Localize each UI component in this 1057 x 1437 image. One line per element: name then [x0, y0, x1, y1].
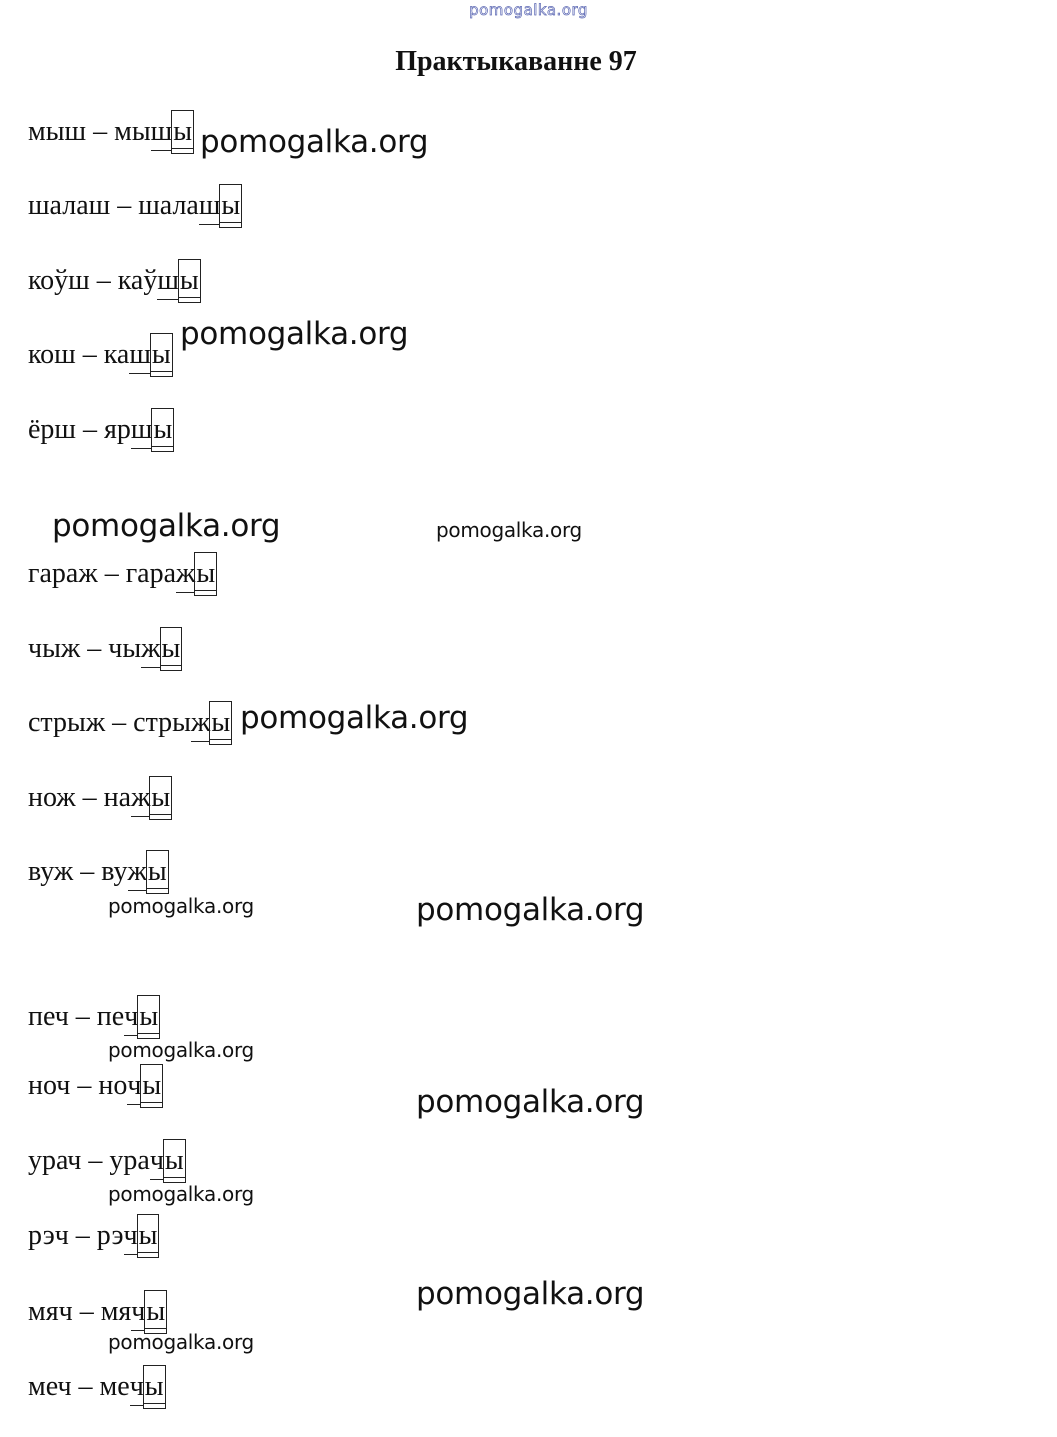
plural-base: стры: [133, 707, 191, 738]
ending-box: ы: [139, 1220, 158, 1252]
ending-box: ы: [173, 116, 192, 148]
plural-word: [126, 558, 216, 589]
word-pair-row: [28, 1070, 161, 1110]
ending-box: ы: [153, 414, 172, 446]
word-pair-row: [28, 414, 172, 454]
plural-base: ву: [101, 856, 128, 887]
dash: –: [80, 856, 102, 887]
ending-box: ы: [142, 1070, 161, 1102]
singular-word: мяч: [28, 1296, 73, 1327]
plural-word: [104, 414, 172, 445]
stem-underline: ч: [124, 1001, 138, 1033]
plural-word: [108, 633, 180, 664]
stem-underline: ч: [124, 1220, 138, 1252]
dash: –: [104, 558, 126, 589]
singular-word: печ: [28, 1001, 69, 1032]
plural-base: рэ: [96, 1220, 124, 1251]
word-pair-row: [28, 1220, 157, 1260]
ending-box: ы: [165, 1145, 184, 1177]
singular-word: ёрш: [28, 414, 76, 445]
dash: –: [83, 414, 104, 445]
dash: –: [75, 1220, 97, 1251]
ending-box: ы: [196, 558, 215, 590]
singular-word: меч: [28, 1371, 72, 1402]
watermark: pomogalka.org: [416, 1276, 645, 1312]
plural-word: [114, 116, 192, 147]
stem-underline: ш: [129, 339, 151, 371]
dash: –: [79, 1296, 101, 1327]
stem-underline: ш: [157, 265, 179, 297]
dash: –: [112, 707, 134, 738]
watermark: pomogalka.org: [436, 518, 582, 542]
plural-word: [138, 190, 240, 221]
dash: –: [87, 633, 109, 664]
plural-word: [101, 1296, 166, 1327]
watermark: pomogalka.org: [108, 1330, 254, 1354]
plural-word: [104, 782, 171, 813]
word-pair-row: [28, 265, 199, 305]
singular-word: нож: [28, 782, 76, 813]
singular-word: коўш: [28, 265, 90, 296]
ending-box: ы: [221, 190, 240, 222]
ending-box: ы: [145, 1371, 164, 1403]
watermark: pomogalka.org: [200, 124, 429, 160]
word-pair-row: [28, 1145, 184, 1185]
stem-underline: ч: [127, 1070, 141, 1102]
singular-word: ноч: [28, 1070, 71, 1101]
word-pair-row: [28, 339, 171, 379]
ending-box: ы: [180, 265, 199, 297]
dash: –: [82, 782, 104, 813]
singular-word: гараж: [28, 558, 98, 589]
plural-word: [133, 707, 230, 738]
dash: –: [75, 1001, 97, 1032]
plural-base: шала: [138, 190, 199, 221]
dash: –: [77, 1070, 99, 1101]
plural-base: ура: [109, 1145, 150, 1176]
word-pair-row: [28, 633, 180, 673]
watermark: pomogalka.org: [416, 892, 645, 928]
singular-word: стрыж: [28, 707, 106, 738]
word-pair-row: [28, 116, 192, 156]
plural-base: мы: [114, 116, 151, 147]
word-pair-row: [28, 856, 167, 896]
plural-word: [97, 1001, 158, 1032]
singular-word: мыш: [28, 116, 87, 147]
stem-underline: ш: [199, 190, 221, 222]
dash: –: [93, 116, 115, 147]
plural-word: [109, 1145, 183, 1176]
stem-underline: ш: [131, 414, 153, 446]
word-pair-row: [28, 190, 240, 230]
watermark: pomogalka.org: [108, 1038, 254, 1062]
stem-underline: ч: [131, 1296, 145, 1328]
dash: –: [82, 339, 104, 370]
dash: –: [117, 190, 139, 221]
word-pair-row: [28, 558, 215, 598]
stem-underline: ж: [191, 707, 210, 739]
word-pair-row: [28, 707, 230, 747]
ending-box: ы: [146, 1296, 165, 1328]
word-pair-row: [28, 1001, 158, 1041]
watermark: pomogalka.org: [180, 316, 409, 352]
watermark: pomogalka.org: [240, 700, 469, 736]
plural-base: но: [98, 1070, 128, 1101]
plural-base: на: [103, 782, 132, 813]
dash: –: [78, 1371, 100, 1402]
plural-base: гара: [125, 558, 177, 589]
singular-word: вуж: [28, 856, 74, 887]
plural-base: каў: [117, 265, 158, 296]
plural-word: [101, 856, 166, 887]
plural-base: ка: [103, 339, 130, 370]
plural-word: [104, 339, 171, 370]
ending-box: ы: [152, 339, 171, 371]
stem-underline: ж: [128, 856, 147, 888]
plural-word: [100, 1371, 164, 1402]
header-watermark: pomogalka.org: [469, 1, 588, 19]
ending-box: ы: [148, 856, 167, 888]
singular-word: кош: [28, 339, 76, 370]
stem-underline: ч: [130, 1371, 144, 1403]
dash: –: [96, 265, 118, 296]
singular-word: урач: [28, 1145, 82, 1176]
plural-word: [118, 265, 199, 296]
stem-underline: ж: [141, 633, 160, 665]
plural-base: пе: [96, 1001, 125, 1032]
plural-base: чы: [108, 633, 142, 664]
word-pair-row: [28, 782, 170, 822]
dash: –: [88, 1145, 110, 1176]
singular-word: рэч: [28, 1220, 69, 1251]
watermark: pomogalka.org: [52, 508, 281, 544]
plural-word: [97, 1220, 158, 1251]
ending-box: ы: [139, 1001, 158, 1033]
watermark: pomogalka.org: [416, 1084, 645, 1120]
singular-word: шалаш: [28, 190, 111, 221]
ending-box: ы: [162, 633, 181, 665]
stem-underline: ж: [176, 558, 195, 590]
plural-base: ме: [99, 1371, 130, 1402]
plural-word: [98, 1070, 161, 1101]
watermark: pomogalka.org: [108, 1182, 254, 1206]
stem-underline: ш: [151, 116, 173, 148]
ending-box: ы: [211, 707, 230, 739]
word-pair-row: [28, 1371, 164, 1411]
stem-underline: ж: [131, 782, 150, 814]
stem-underline: ч: [150, 1145, 164, 1177]
page-title: Практыкаванне 97: [395, 46, 637, 77]
singular-word: чыж: [28, 633, 81, 664]
plural-base: мя: [100, 1296, 132, 1327]
ending-box: ы: [151, 782, 170, 814]
plural-base: яр: [104, 414, 131, 445]
watermark: pomogalka.org: [108, 894, 254, 918]
